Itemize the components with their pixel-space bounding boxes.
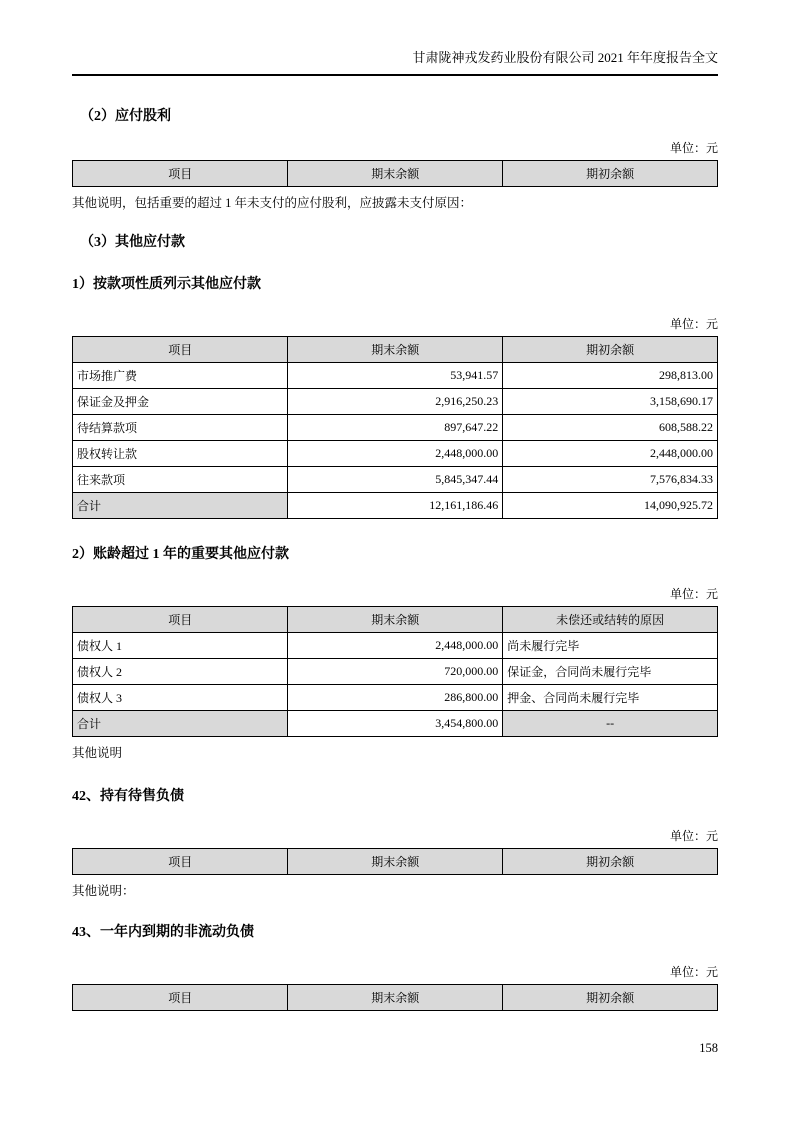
table-total-row [73,711,718,737]
column-header-item: 项目 [73,161,288,187]
unit-label: 单位：元 [669,829,718,843]
cell-ending-balance: 5,845,347.44 [288,467,503,493]
column-header-item: 项目 [73,849,288,875]
cell-beginning-balance: 298,813.00 [503,363,718,389]
table-row [73,441,718,467]
column-header-ending-balance: 期末余额 [288,337,503,363]
cell-beginning-balance: 3,158,690.17 [503,389,718,415]
held-for-sale-table [72,848,718,875]
table-total-row [73,493,718,519]
unit-label: 单位：元 [669,965,718,979]
table-row [73,685,718,711]
cell-total-reason: -- [503,711,718,737]
noncurrent-due-table [72,984,718,1011]
cell-beginning-balance: 608,588.22 [503,415,718,441]
heading-dividends-payable: （2）应付股利 [80,109,171,124]
heading-held-for-sale-liabilities: 42、持有待售负债 [72,789,184,804]
column-header-beginning-balance: 期初余额 [503,161,718,187]
cell-item: 往来款项 [73,467,288,493]
cell-reason: 保证金，合同尚未履行完毕 [503,659,718,685]
column-header-ending-balance: 期末余额 [288,607,503,633]
unit-label: 单位：元 [669,587,718,601]
heading-other-payables-by-nature: 1）按款项性质列示其他应付款 [72,277,261,292]
column-header-item: 项目 [73,337,288,363]
column-header-ending-balance: 期末余额 [288,849,503,875]
cell-total-label: 合计 [73,493,288,519]
table-header-row [73,985,718,1011]
dividends-payable-table [72,160,718,187]
cell-beginning-balance: 7,576,834.33 [503,467,718,493]
table-row [73,415,718,441]
cell-item: 待结算款项 [73,415,288,441]
cell-item: 保证金及押金 [73,389,288,415]
column-header-beginning-balance: 期初余额 [503,849,718,875]
cell-reason: 押金、合同尚未履行完毕 [503,685,718,711]
cell-ending-balance: 286,800.00 [288,685,503,711]
cell-ending-balance: 2,448,000.00 [288,441,503,467]
column-header-item: 项目 [73,985,288,1011]
table-row [73,633,718,659]
table-row [73,659,718,685]
cell-item: 债权人 2 [73,659,288,685]
cell-item: 股权转让款 [73,441,288,467]
cell-item: 债权人 1 [73,633,288,659]
cell-ending-balance: 897,647.22 [288,415,503,441]
aged-payables-note: 其他说明 [72,746,123,760]
page-number: 158 [699,1041,718,1055]
aged-payables-table [72,606,718,737]
cell-total-ending-balance: 12,161,186.46 [288,493,503,519]
table-row [73,467,718,493]
column-header-ending-balance: 期末余额 [288,985,503,1011]
cell-item: 债权人 3 [73,685,288,711]
table-header-row [73,337,718,363]
table-row [73,363,718,389]
table-header-row [73,161,718,187]
cell-reason: 尚未履行完毕 [503,633,718,659]
column-header-reason: 未偿还或结转的原因 [503,607,718,633]
table-row [73,389,718,415]
table-header-row [73,607,718,633]
cell-ending-balance: 2,916,250.23 [288,389,503,415]
column-header-ending-balance: 期末余额 [288,161,503,187]
table-header-row [73,849,718,875]
cell-ending-balance: 53,941.57 [288,363,503,389]
held-for-sale-note: 其他说明： [72,884,135,898]
cell-ending-balance: 2,448,000.00 [288,633,503,659]
heading-noncurrent-liabilities-due: 43、一年内到期的非流动负债 [72,925,254,940]
unit-label: 单位：元 [669,317,718,331]
heading-other-payables: （3）其他应付款 [80,235,185,250]
unit-label: 单位：元 [669,141,718,155]
cell-beginning-balance: 2,448,000.00 [503,441,718,467]
other-payables-table [72,336,718,519]
cell-ending-balance: 720,000.00 [288,659,503,685]
running-head-title: 甘肃陇神戎发药业股份有限公司 2021 年年度报告全文 [72,0,718,76]
cell-total-label: 合计 [73,711,288,737]
column-header-item: 项目 [73,607,288,633]
heading-aged-payables: 2）账龄超过 1 年的重要其他应付款 [72,547,289,562]
cell-item: 市场推广费 [73,363,288,389]
cell-total-beginning-balance: 14,090,925.72 [503,493,718,519]
column-header-beginning-balance: 期初余额 [503,985,718,1011]
column-header-beginning-balance: 期初余额 [503,337,718,363]
cell-total-ending-balance: 3,454,800.00 [288,711,503,737]
dividends-note: 其他说明，包括重要的超过 1 年未支付的应付股利，应披露未支付原因： [72,196,473,210]
